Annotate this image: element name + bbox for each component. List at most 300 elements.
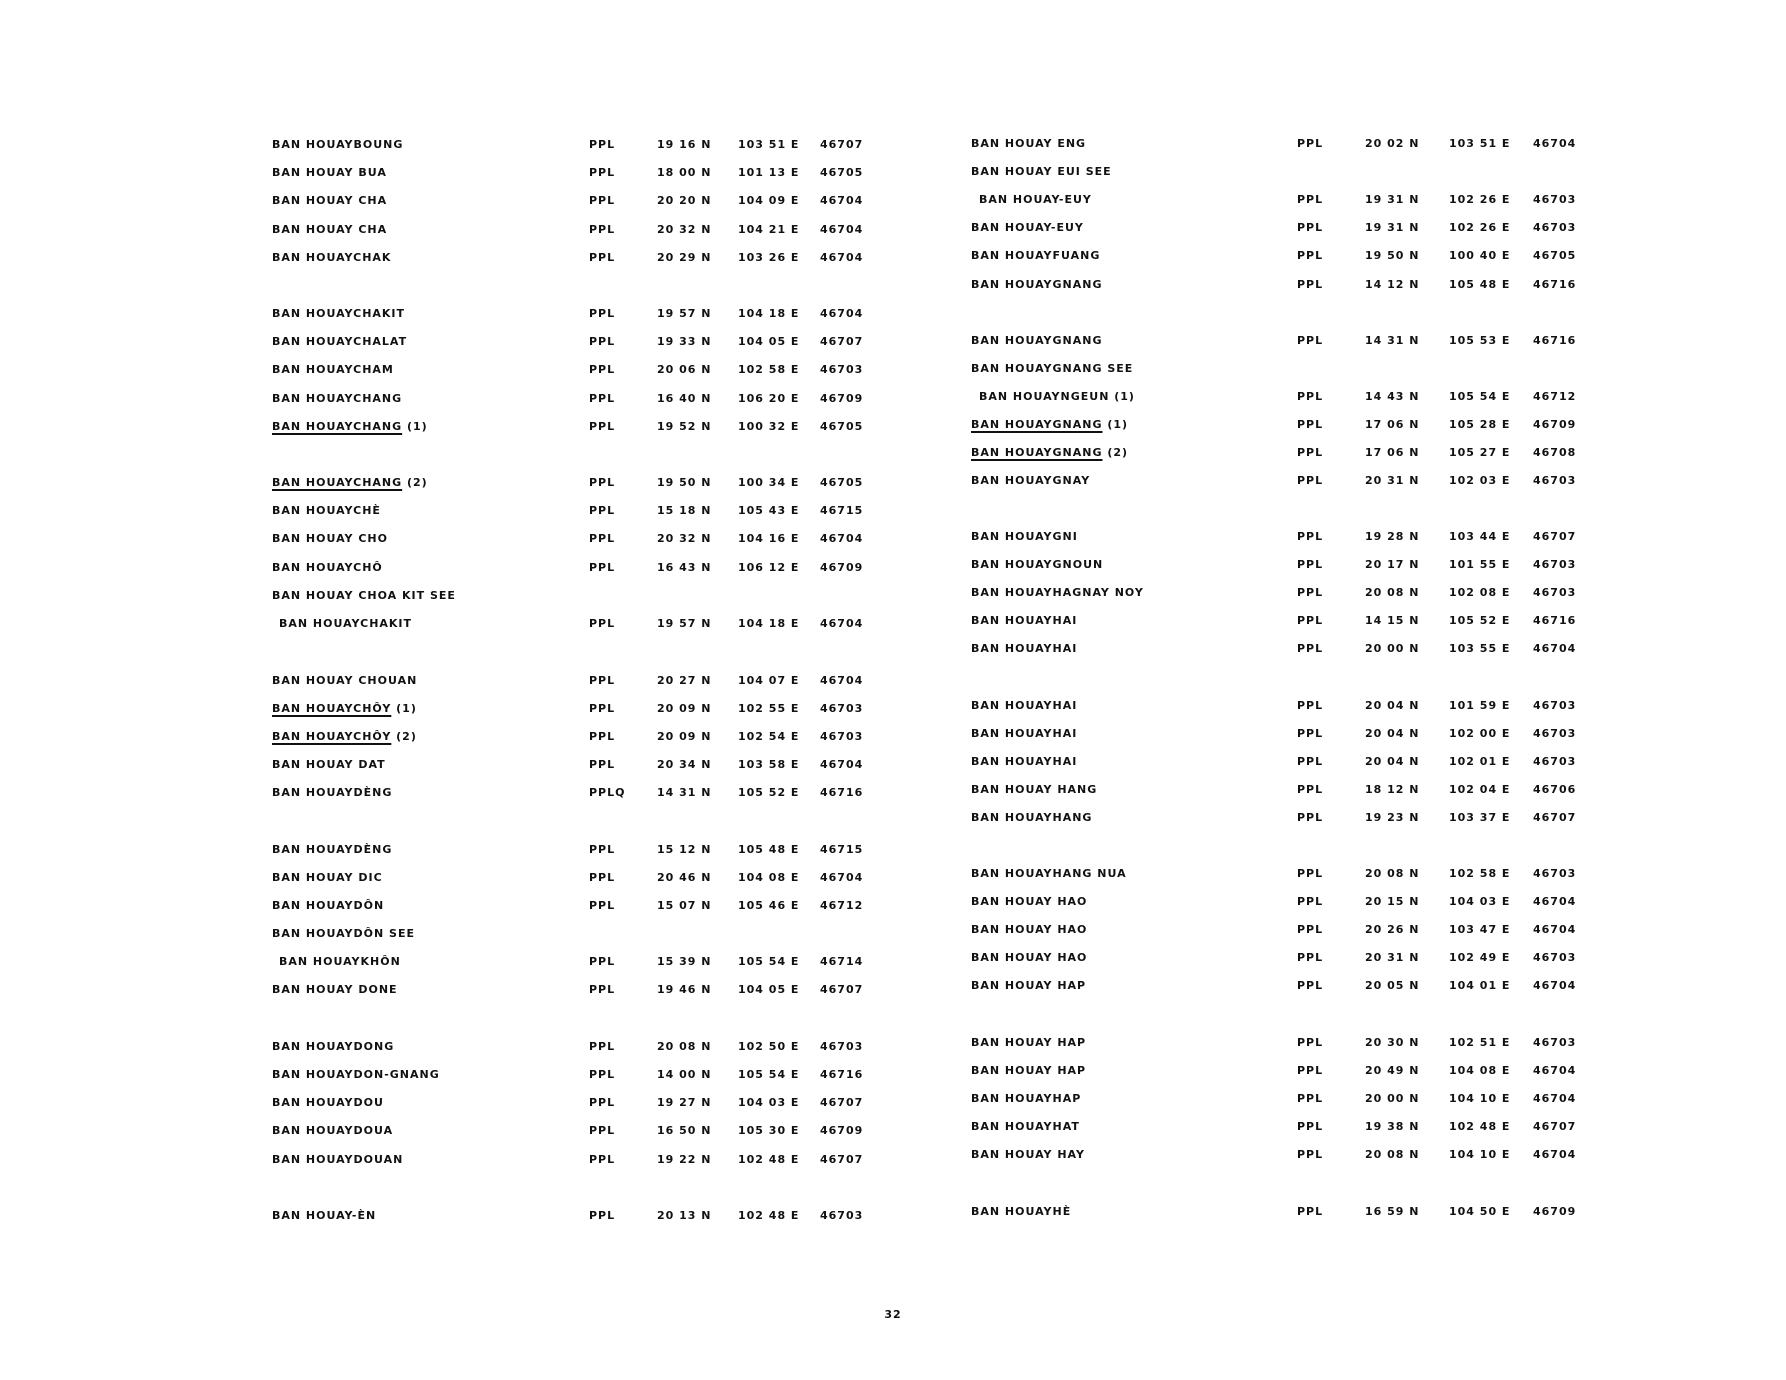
longitude: 104 05 E [738, 983, 800, 996]
map-sheet-code: 46707 [820, 1153, 864, 1166]
gazetteer-entry [0, 557, 1786, 573]
latitude: 20 08 N [1365, 586, 1420, 599]
feature-type: PPL [1297, 1120, 1324, 1133]
gazetteer-entry [0, 922, 1786, 938]
feature-type: PPL [1297, 278, 1324, 291]
feature-type: PPL [1297, 474, 1324, 487]
gazetteer-entry [0, 473, 1786, 489]
place-name-text: BAN HOUAY CHOUAN [272, 674, 418, 687]
place-name [971, 866, 1127, 882]
longitude: 102 58 E [1449, 867, 1511, 880]
place-name [971, 445, 1128, 461]
map-sheet-code: 46703 [1533, 755, 1577, 768]
place-name-text: BAN HOUAYCHÔ [272, 561, 383, 574]
longitude: 102 51 E [1449, 1036, 1511, 1049]
latitude: 20 17 N [1365, 558, 1420, 571]
latitude: 20 00 N [1365, 1092, 1420, 1105]
feature-type: PPL [1297, 221, 1324, 234]
feature-type: PPLQ [589, 786, 626, 799]
map-sheet-code: 46708 [1533, 446, 1577, 459]
longitude: 105 53 E [1449, 334, 1511, 347]
gazetteer-entry [0, 1119, 1786, 1135]
place-name-text: BAN HOUAY HAO [971, 951, 1088, 964]
map-sheet-code: 46707 [1533, 530, 1577, 543]
longitude: 105 43 E [738, 504, 800, 517]
map-sheet-code: 46716 [1533, 614, 1577, 627]
place-name-text: BAN HOUAYBOUNG [272, 138, 404, 151]
feature-type: PPL [589, 1209, 616, 1222]
place-name [971, 1147, 1085, 1163]
gazetteer-entry [0, 529, 1786, 545]
feature-type: PPL [1297, 390, 1324, 403]
latitude: 20 08 N [1365, 867, 1420, 880]
longitude: 101 55 E [1449, 558, 1511, 571]
map-sheet-code: 46707 [820, 335, 864, 348]
feature-type: PPL [1297, 614, 1324, 627]
latitude: 20 09 N [657, 702, 712, 715]
latitude: 20 08 N [657, 1040, 712, 1053]
map-sheet-code: 46707 [820, 138, 864, 151]
longitude: 102 00 E [1449, 727, 1511, 740]
map-sheet-code: 46703 [1533, 474, 1577, 487]
feature-type: PPL [1297, 1205, 1324, 1218]
longitude: 102 48 E [738, 1153, 800, 1166]
latitude: 20 29 N [657, 251, 712, 264]
map-sheet-code: 46703 [820, 1040, 864, 1053]
map-sheet-code: 46703 [1533, 193, 1577, 206]
map-sheet-code: 46703 [1533, 951, 1577, 964]
latitude: 15 39 N [657, 955, 712, 968]
latitude: 19 16 N [657, 138, 712, 151]
map-sheet-code: 46704 [1533, 895, 1577, 908]
place-name [971, 136, 1086, 152]
feature-type: PPL [1297, 446, 1324, 459]
longitude: 105 28 E [1449, 418, 1511, 431]
feature-type: PPL [589, 1040, 616, 1053]
longitude: 104 03 E [738, 1096, 800, 1109]
map-sheet-code: 46705 [1533, 249, 1577, 262]
latitude: 19 31 N [1365, 193, 1420, 206]
place-name [971, 922, 1087, 938]
longitude: 104 05 E [738, 335, 800, 348]
place-name-text: BAN HOUAYCHÔY [272, 730, 392, 743]
place-name-text: BAN HOUAY-EUY [979, 193, 1092, 206]
longitude: 104 16 E [738, 532, 800, 545]
place-name-text: BAN HOUAYDÈNG [272, 786, 393, 799]
place-name-text: BAN HOUAYFUANG [971, 249, 1101, 262]
place-name-text: BAN HOUAYCHAK [272, 251, 392, 264]
latitude: 14 00 N [657, 1068, 712, 1081]
feature-type: PPL [589, 1153, 616, 1166]
feature-type: PPL [589, 955, 616, 968]
place-name-text: BAN HOUAYHAI [971, 614, 1078, 627]
map-sheet-code: 46705 [820, 476, 864, 489]
gazetteer-entry [0, 866, 1786, 882]
longitude: 102 01 E [1449, 755, 1511, 768]
map-sheet-code: 46704 [820, 674, 864, 687]
latitude: 20 32 N [657, 532, 712, 545]
map-sheet-code: 46703 [1533, 727, 1577, 740]
place-name-text: BAN HOUAYHANG [971, 811, 1093, 824]
place-name-text: BAN HOUAYCHANG [272, 420, 403, 433]
place-name-text: BAN HOUAYHANG NUA [971, 867, 1127, 880]
map-sheet-code: 46704 [820, 194, 864, 207]
longitude: 106 12 E [738, 561, 800, 574]
longitude: 104 08 E [738, 871, 800, 884]
feature-type: PPL [589, 392, 616, 405]
place-name [971, 894, 1087, 910]
see-reference-name [971, 361, 1133, 377]
place-name-text: BAN HOUAYHAGNAY NOY [971, 586, 1144, 599]
map-sheet-code: 46716 [1533, 278, 1577, 291]
longitude: 103 51 E [738, 138, 800, 151]
place-name-text: BAN HOUAYDÔN SEE [272, 927, 415, 940]
place-name [971, 417, 1128, 433]
place-name-text: BAN HOUAY HAP [971, 979, 1087, 992]
place-name-text: BAN HOUAY HAP [971, 1064, 1087, 1077]
feature-type: PPL [589, 983, 616, 996]
place-name-text: BAN HOUAY HAO [971, 895, 1088, 908]
longitude: 103 47 E [1449, 923, 1511, 936]
longitude: 101 13 E [738, 166, 800, 179]
gazetteer-entry [0, 1147, 1786, 1163]
map-sheet-code: 46712 [1533, 390, 1577, 403]
feature-type: PPL [589, 504, 616, 517]
feature-type: PPL [1297, 867, 1324, 880]
longitude: 104 09 E [738, 194, 800, 207]
place-name-text: BAN HOUAYCHÈ [272, 504, 381, 517]
latitude: 19 50 N [657, 476, 712, 489]
latitude: 14 15 N [1365, 614, 1420, 627]
longitude: 104 10 E [1449, 1148, 1511, 1161]
longitude: 102 50 E [738, 1040, 800, 1053]
latitude: 20 31 N [1365, 951, 1420, 964]
place-name-text: BAN HOUAYHAI [971, 755, 1078, 768]
map-sheet-code: 46716 [820, 1068, 864, 1081]
map-sheet-code: 46704 [1533, 923, 1577, 936]
map-sheet-code: 46703 [820, 730, 864, 743]
place-name [971, 1091, 1081, 1107]
latitude: 17 06 N [1365, 418, 1420, 431]
latitude: 19 52 N [657, 420, 712, 433]
map-sheet-code: 46703 [1533, 1036, 1577, 1049]
latitude: 20 46 N [657, 871, 712, 884]
feature-type: PPL [589, 702, 616, 715]
longitude: 104 50 E [1449, 1205, 1511, 1218]
place-name-text: BAN HOUAYGNANG [971, 334, 1103, 347]
feature-type: PPL [589, 1068, 616, 1081]
latitude: 20 13 N [657, 1209, 712, 1222]
feature-type: PPL [589, 758, 616, 771]
page-number: 32 [884, 1308, 902, 1321]
longitude: 103 55 E [1449, 642, 1511, 655]
feature-type: PPL [589, 335, 616, 348]
place-name-text: BAN HOUAYHAI [971, 642, 1078, 655]
latitude: 19 33 N [657, 335, 712, 348]
latitude: 14 31 N [1365, 334, 1420, 347]
place-name-text: BAN HOUAY HANG [971, 783, 1098, 796]
place-name-text: BAN HOUAY HAP [971, 1036, 1087, 1049]
longitude: 102 26 E [1449, 221, 1511, 234]
feature-type: PPL [1297, 811, 1324, 824]
place-name [971, 529, 1078, 545]
latitude: 15 07 N [657, 899, 712, 912]
gazetteer-entry [0, 698, 1786, 714]
place-name [979, 192, 1092, 208]
place-name-suffix: (2) [391, 730, 417, 743]
place-name [971, 220, 1084, 236]
feature-type: PPL [589, 1096, 616, 1109]
latitude: 20 04 N [1365, 755, 1420, 768]
map-sheet-code: 46704 [1533, 137, 1577, 150]
place-name-text: BAN HOUAYCHAKIT [272, 307, 406, 320]
place-name-text: BAN HOUAYGNAY [971, 474, 1091, 487]
latitude: 20 09 N [657, 730, 712, 743]
place-name [971, 1063, 1086, 1079]
latitude: 19 22 N [657, 1153, 712, 1166]
place-name-text: BAN HOUAYCHÔY [272, 702, 392, 715]
latitude: 18 12 N [1365, 783, 1420, 796]
feature-type: PPL [1297, 895, 1324, 908]
place-name-text: BAN HOUAY DONE [272, 983, 398, 996]
map-sheet-code: 46715 [820, 843, 864, 856]
place-name [971, 248, 1100, 264]
place-name-text: BAN HOUAYCHALAT [272, 335, 408, 348]
longitude: 105 30 E [738, 1124, 800, 1137]
longitude: 103 58 E [738, 758, 800, 771]
place-name-text: BAN HOUAY HAO [971, 923, 1088, 936]
map-sheet-code: 46704 [1533, 642, 1577, 655]
feature-type: PPL [589, 363, 616, 376]
longitude: 103 37 E [1449, 811, 1511, 824]
longitude: 104 03 E [1449, 895, 1511, 908]
feature-type: PPL [589, 1124, 616, 1137]
longitude: 105 54 E [1449, 390, 1511, 403]
latitude: 19 28 N [1365, 530, 1420, 543]
longitude: 104 18 E [738, 307, 800, 320]
map-sheet-code: 46704 [820, 532, 864, 545]
place-name-text: BAN HOUAYHAP [971, 1092, 1082, 1105]
feature-type: PPL [589, 561, 616, 574]
place-name-text: BAN HOUAYGNANG [971, 446, 1103, 459]
map-sheet-code: 46707 [1533, 1120, 1577, 1133]
map-sheet-code: 46716 [1533, 334, 1577, 347]
gazetteer-entry [0, 220, 1786, 236]
map-sheet-code: 46704 [820, 758, 864, 771]
feature-type: PPL [589, 420, 616, 433]
feature-type: PPL [1297, 699, 1324, 712]
latitude: 20 31 N [1365, 474, 1420, 487]
longitude: 105 54 E [738, 1068, 800, 1081]
place-name-text: BAN HOUAY DIC [272, 871, 383, 884]
feature-type: PPL [1297, 783, 1324, 796]
map-sheet-code: 46707 [820, 1096, 864, 1109]
see-reference-name [971, 164, 1112, 180]
place-name-text: BAN HOUAYDON-GNANG [272, 1068, 440, 1081]
longitude: 102 26 E [1449, 193, 1511, 206]
gazetteer-entry [0, 417, 1786, 433]
feature-type: PPL [589, 871, 616, 884]
gazetteer-entry [0, 726, 1786, 742]
place-name [971, 1204, 1071, 1220]
gazetteer-entry [0, 978, 1786, 994]
feature-type: PPL [589, 194, 616, 207]
feature-type: PPL [1297, 1064, 1324, 1077]
longitude: 102 48 E [1449, 1120, 1511, 1133]
place-name-text: BAN HOUAYGNI [971, 530, 1078, 543]
longitude: 105 54 E [738, 955, 800, 968]
map-sheet-code: 46703 [820, 363, 864, 376]
feature-type: PPL [1297, 558, 1324, 571]
longitude: 103 44 E [1449, 530, 1511, 543]
place-name-text: BAN HOUAY BUA [272, 166, 387, 179]
latitude: 17 06 N [1365, 446, 1420, 459]
longitude: 102 49 E [1449, 951, 1511, 964]
map-sheet-code: 46709 [820, 1124, 864, 1137]
latitude: 19 57 N [657, 617, 712, 630]
place-name-suffix: (1) [1102, 418, 1129, 431]
place-name-text: BAN HOUAYDÈNG [272, 843, 393, 856]
map-sheet-code: 46703 [1533, 221, 1577, 234]
map-sheet-code: 46705 [820, 420, 864, 433]
latitude: 20 06 N [657, 363, 712, 376]
longitude: 105 52 E [1449, 614, 1511, 627]
place-name [971, 978, 1086, 994]
place-name-text: BAN HOUAYHÈ [971, 1205, 1072, 1218]
latitude: 19 50 N [1365, 249, 1420, 262]
place-name [971, 613, 1077, 629]
place-name [971, 641, 1077, 657]
place-name [971, 726, 1077, 742]
latitude: 14 12 N [1365, 278, 1420, 291]
gazetteer-entry [0, 164, 1786, 180]
gazetteer-entry [0, 894, 1786, 910]
map-sheet-code: 46707 [1533, 811, 1577, 824]
feature-type: PPL [589, 674, 616, 687]
feature-type: PPL [1297, 586, 1324, 599]
feature-type: PPL [589, 843, 616, 856]
gazetteer-entry [0, 248, 1786, 264]
latitude: 15 12 N [657, 843, 712, 856]
place-name [971, 585, 1144, 601]
place-name [971, 698, 1077, 714]
place-name-text: BAN HOUAY HAY [971, 1148, 1085, 1161]
longitude: 104 01 E [1449, 979, 1511, 992]
map-sheet-code: 46704 [820, 307, 864, 320]
place-name [971, 950, 1087, 966]
place-name-text: BAN HOUAY EUI SEE [971, 165, 1112, 178]
feature-type: PPL [589, 251, 616, 264]
gazetteer-entry [0, 1035, 1786, 1051]
place-name-text: BAN HOUAY DAT [272, 758, 386, 771]
map-sheet-code: 46704 [820, 251, 864, 264]
feature-type: PPL [1297, 1092, 1324, 1105]
place-name-text: BAN HOUAYDOU [272, 1096, 384, 1109]
place-name-text: BAN HOUAYGNOUN [971, 558, 1104, 571]
latitude: 19 38 N [1365, 1120, 1420, 1133]
latitude: 20 15 N [1365, 895, 1420, 908]
latitude: 20 26 N [1365, 923, 1420, 936]
place-name-text: BAN HOUAY CHA [272, 194, 388, 207]
latitude: 20 27 N [657, 674, 712, 687]
longitude: 105 27 E [1449, 446, 1511, 459]
feature-type: PPL [1297, 249, 1324, 262]
map-sheet-code: 46704 [820, 871, 864, 884]
map-sheet-code: 46706 [1533, 783, 1577, 796]
place-name-text: BAN HOUAYGNANG SEE [971, 362, 1134, 375]
feature-type: PPL [1297, 1036, 1324, 1049]
longitude: 105 48 E [738, 843, 800, 856]
feature-type: PPL [1297, 727, 1324, 740]
map-sheet-code: 46709 [1533, 1205, 1577, 1218]
gazetteer-entry [0, 754, 1786, 770]
map-sheet-code: 46704 [820, 617, 864, 630]
latitude: 20 04 N [1365, 727, 1420, 740]
longitude: 105 46 E [738, 899, 800, 912]
longitude: 105 52 E [738, 786, 800, 799]
latitude: 20 00 N [1365, 642, 1420, 655]
longitude: 104 18 E [738, 617, 800, 630]
latitude: 16 50 N [657, 1124, 712, 1137]
latitude: 20 34 N [657, 758, 712, 771]
place-name [971, 333, 1103, 349]
longitude: 102 03 E [1449, 474, 1511, 487]
gazetteer-entry [0, 445, 1786, 461]
feature-type: PPL [589, 223, 616, 236]
latitude: 19 31 N [1365, 221, 1420, 234]
map-sheet-code: 46704 [1533, 1092, 1577, 1105]
map-sheet-code: 46709 [820, 392, 864, 405]
feature-type: PPL [1297, 755, 1324, 768]
place-name-text: BAN HOUAY ENG [971, 137, 1087, 150]
latitude: 14 31 N [657, 786, 712, 799]
map-sheet-code: 46707 [820, 983, 864, 996]
latitude: 19 46 N [657, 983, 712, 996]
place-name-suffix: (2) [402, 476, 428, 489]
map-sheet-code: 46703 [1533, 699, 1577, 712]
feature-type: PPL [1297, 951, 1324, 964]
place-name-text: BAN HOUAY CHO [272, 532, 388, 545]
place-name-text: BAN HOUAYKHÔN [279, 955, 401, 968]
place-name [971, 1035, 1086, 1051]
latitude: 14 43 N [1365, 390, 1420, 403]
feature-type: PPL [589, 617, 616, 630]
feature-type: PPL [589, 476, 616, 489]
map-sheet-code: 46712 [820, 899, 864, 912]
map-sheet-code: 46709 [820, 561, 864, 574]
feature-type: PPL [589, 307, 616, 320]
feature-type: PPL [1297, 137, 1324, 150]
place-name-text: BAN HOUAY CHOA KIT SEE [272, 589, 456, 602]
map-sheet-code: 46703 [1533, 586, 1577, 599]
place-name-suffix: (2) [1102, 446, 1129, 459]
place-name-suffix: (1) [391, 702, 417, 715]
latitude: 20 02 N [1365, 137, 1420, 150]
feature-type: PPL [589, 532, 616, 545]
feature-type: PPL [1297, 193, 1324, 206]
longitude: 100 32 E [738, 420, 800, 433]
map-sheet-code: 46715 [820, 504, 864, 517]
place-name-text: BAN HOUAYHAI [971, 699, 1078, 712]
map-sheet-code: 46709 [1533, 418, 1577, 431]
map-sheet-code: 46703 [820, 1209, 864, 1222]
latitude: 20 05 N [1365, 979, 1420, 992]
latitude: 19 57 N [657, 307, 712, 320]
place-name-text: BAN HOUAYCHAM [272, 363, 394, 376]
place-name-text: BAN HOUAYCHANG [272, 392, 403, 405]
map-sheet-code: 46703 [1533, 867, 1577, 880]
gazetteer-entry [0, 361, 1786, 377]
